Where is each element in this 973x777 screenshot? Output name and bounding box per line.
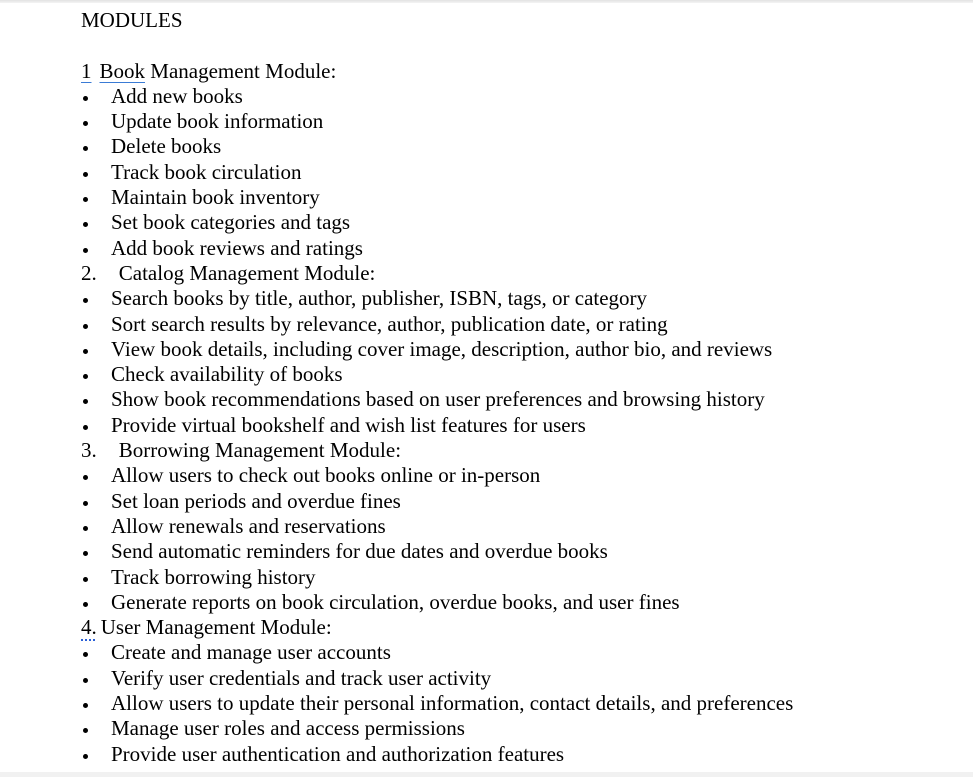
section-1-number-keyword: 1 Book [81, 58, 146, 83]
page-top-edge [0, 0, 973, 3]
section-2-number: 2. [81, 260, 97, 285]
section-heading-1 [81, 59, 961, 84]
list-item: Manage user roles and access permissions [111, 716, 465, 741]
section-4-heading: User Management Module: [100, 615, 332, 640]
list-item: Track borrowing history [111, 564, 316, 589]
section-1-heading-rest: Management Module: [145, 58, 337, 83]
document-title: MODULES [81, 8, 183, 32]
list-item: Set book categories and tags [111, 210, 351, 235]
section-2-heading: Catalog Management Module: [118, 260, 376, 285]
section-3-heading: Borrowing Management Module: [118, 438, 402, 463]
document-page [81, 8, 961, 767]
list-item: Sort search results by relevance, author, publication date, or rating [111, 311, 668, 336]
section-4-number: 4. [81, 615, 97, 640]
list-item: Check availability of books [111, 362, 343, 387]
list-item: Allow users to update their personal information, contact details, and preferences [111, 691, 794, 716]
list-item: Maintain book inventory [111, 185, 320, 210]
section-3-number: 3. [81, 438, 97, 463]
list-item: Search books by title, author, publisher, ISBN, tags, or category [111, 286, 648, 311]
list-item: Create and manage user accounts [111, 640, 391, 665]
page-bottom-edge [0, 772, 973, 777]
list-item: Send automatic reminders for due dates and overdue books [111, 539, 608, 564]
list-item: Set loan periods and overdue fines [111, 488, 401, 513]
section-heading-4 [81, 615, 961, 640]
list-item: Provide user authentication and authorization features [111, 741, 565, 766]
list-item: Allow renewals and reservations [111, 513, 386, 538]
list-item: Allow users to check out books online or in-person [111, 463, 541, 488]
list-item: Delete books [111, 134, 222, 159]
list-item: Generate reports on book circulation, overdue books, and user fines [111, 589, 680, 614]
list-item: Track book circulation [111, 159, 302, 184]
list-item: Add book reviews and ratings [111, 235, 363, 260]
section-heading-2 [81, 261, 961, 286]
list-item: Provide virtual bookshelf and wish list features for users [111, 412, 586, 437]
list-item: Show book recommendations based on user preferences and browsing history [111, 387, 765, 412]
list-item: Add new books [111, 83, 243, 108]
list-item: Update book information [111, 109, 324, 134]
list-item: View book details, including cover image, description, author bio, and reviews [111, 336, 773, 361]
section-heading-3 [81, 438, 961, 463]
list-item: Verify user credentials and track user activity [111, 665, 492, 690]
blank-line [81, 33, 961, 58]
